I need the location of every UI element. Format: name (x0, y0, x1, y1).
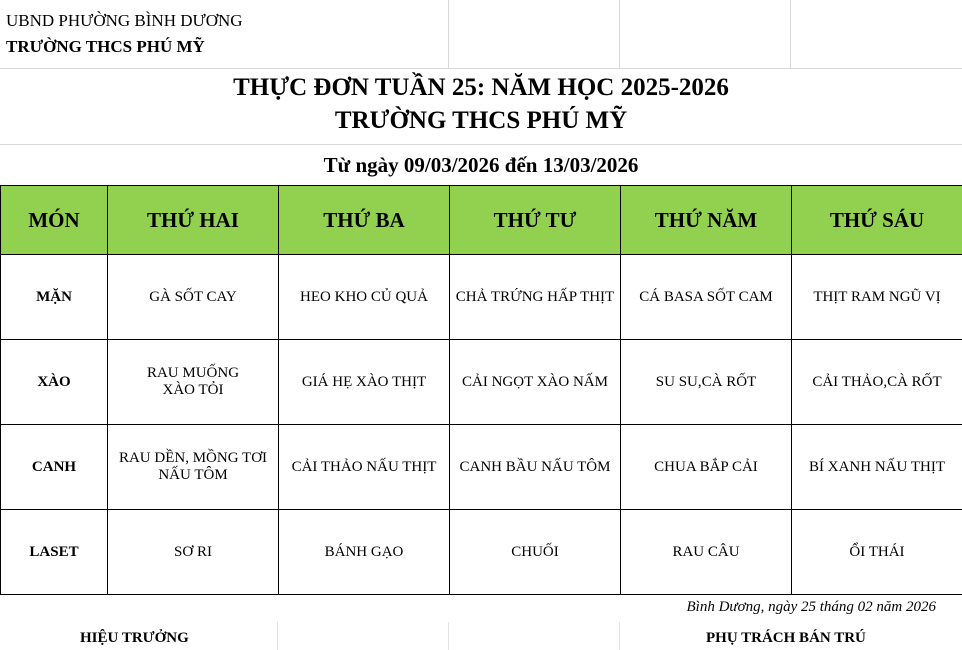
column-header-friday: THỨ SÁU (792, 186, 962, 255)
organization-name: UBND PHƯỜNG BÌNH DƯƠNG (6, 11, 243, 30)
table-cell: CẢI THẢO,CÀ RỐT (792, 340, 962, 425)
table-cell: CÁ BASA SỐT CAM (621, 255, 792, 340)
table-cell: RAU MUỐNG XÀO TỎI (108, 340, 279, 425)
table-cell: CANH BẦU NẤU TÔM (450, 425, 621, 510)
grid-line (277, 622, 278, 650)
table-cell: CẢI THẢO NẤU THỊT (279, 425, 450, 510)
table-row (1, 425, 962, 510)
row-label: MẶN (1, 255, 108, 340)
menu-title: THỰC ĐƠN TUẦN 25: NĂM HỌC 2025-2026 (233, 74, 729, 101)
date-range-block (0, 145, 962, 185)
grid-line (448, 0, 449, 68)
table-cell: RAU DỀN, MỒNG TƠI NẤU TÔM (108, 425, 279, 510)
place-and-date: Bình Dương, ngày 25 tháng 02 năm 2026 (686, 599, 936, 615)
school-name: TRƯỜNG THCS PHÚ MỸ (6, 37, 205, 56)
table-cell: HEO KHO CỦ QUẢ (279, 255, 450, 340)
column-header-monday: THỨ HAI (108, 186, 279, 255)
table-cell: ỔI THÁI (792, 510, 962, 595)
boarding-manager-signature-label: PHỤ TRÁCH BÁN TRÚ (706, 630, 866, 646)
column-header-dish: MÓN (1, 186, 108, 255)
row-label: XÀO (1, 340, 108, 425)
table-cell: CẢI NGỌT XÀO NẤM (450, 340, 621, 425)
table-row (1, 510, 962, 595)
column-header-tuesday: THỨ BA (279, 186, 450, 255)
table-cell: BÍ XANH NẤU THỊT (792, 425, 962, 510)
table-header-row (1, 186, 962, 255)
grid-line (619, 0, 620, 68)
menu-subtitle: TRƯỜNG THCS PHÚ MỸ (334, 107, 628, 134)
title-block (0, 68, 962, 145)
table-cell: BÁNH GẠO (279, 510, 450, 595)
table-cell: CHUỐI (450, 510, 621, 595)
table-cell: SU SU,CÀ RỐT (621, 340, 792, 425)
table-cell: RAU CÂU (621, 510, 792, 595)
column-header-thursday: THỨ NĂM (621, 186, 792, 255)
row-label: CANH (1, 425, 108, 510)
table-row (1, 255, 962, 340)
date-range: Từ ngày 09/03/2026 đến 13/03/2026 (323, 153, 639, 177)
table-cell: THỊT RAM NGŨ VỊ (792, 255, 962, 340)
table-cell: CHUA BẮP CẢI (621, 425, 792, 510)
row-label: LASET (1, 510, 108, 595)
header-block (0, 0, 962, 69)
grid-line (448, 622, 449, 650)
table-cell: SƠ RI (108, 510, 279, 595)
principal-signature-label: HIỆU TRƯỞNG (80, 630, 189, 646)
column-header-wednesday: THỨ TƯ (450, 186, 621, 255)
grid-line (619, 622, 620, 650)
table-row (1, 340, 962, 425)
table-cell: GÀ SỐT CAY (108, 255, 279, 340)
table-cell: CHẢ TRỨNG HẤP THỊT (450, 255, 621, 340)
table-cell: GIÁ HẸ XÀO THỊT (279, 340, 450, 425)
weekly-menu-table (0, 185, 962, 595)
grid-line (790, 0, 791, 68)
